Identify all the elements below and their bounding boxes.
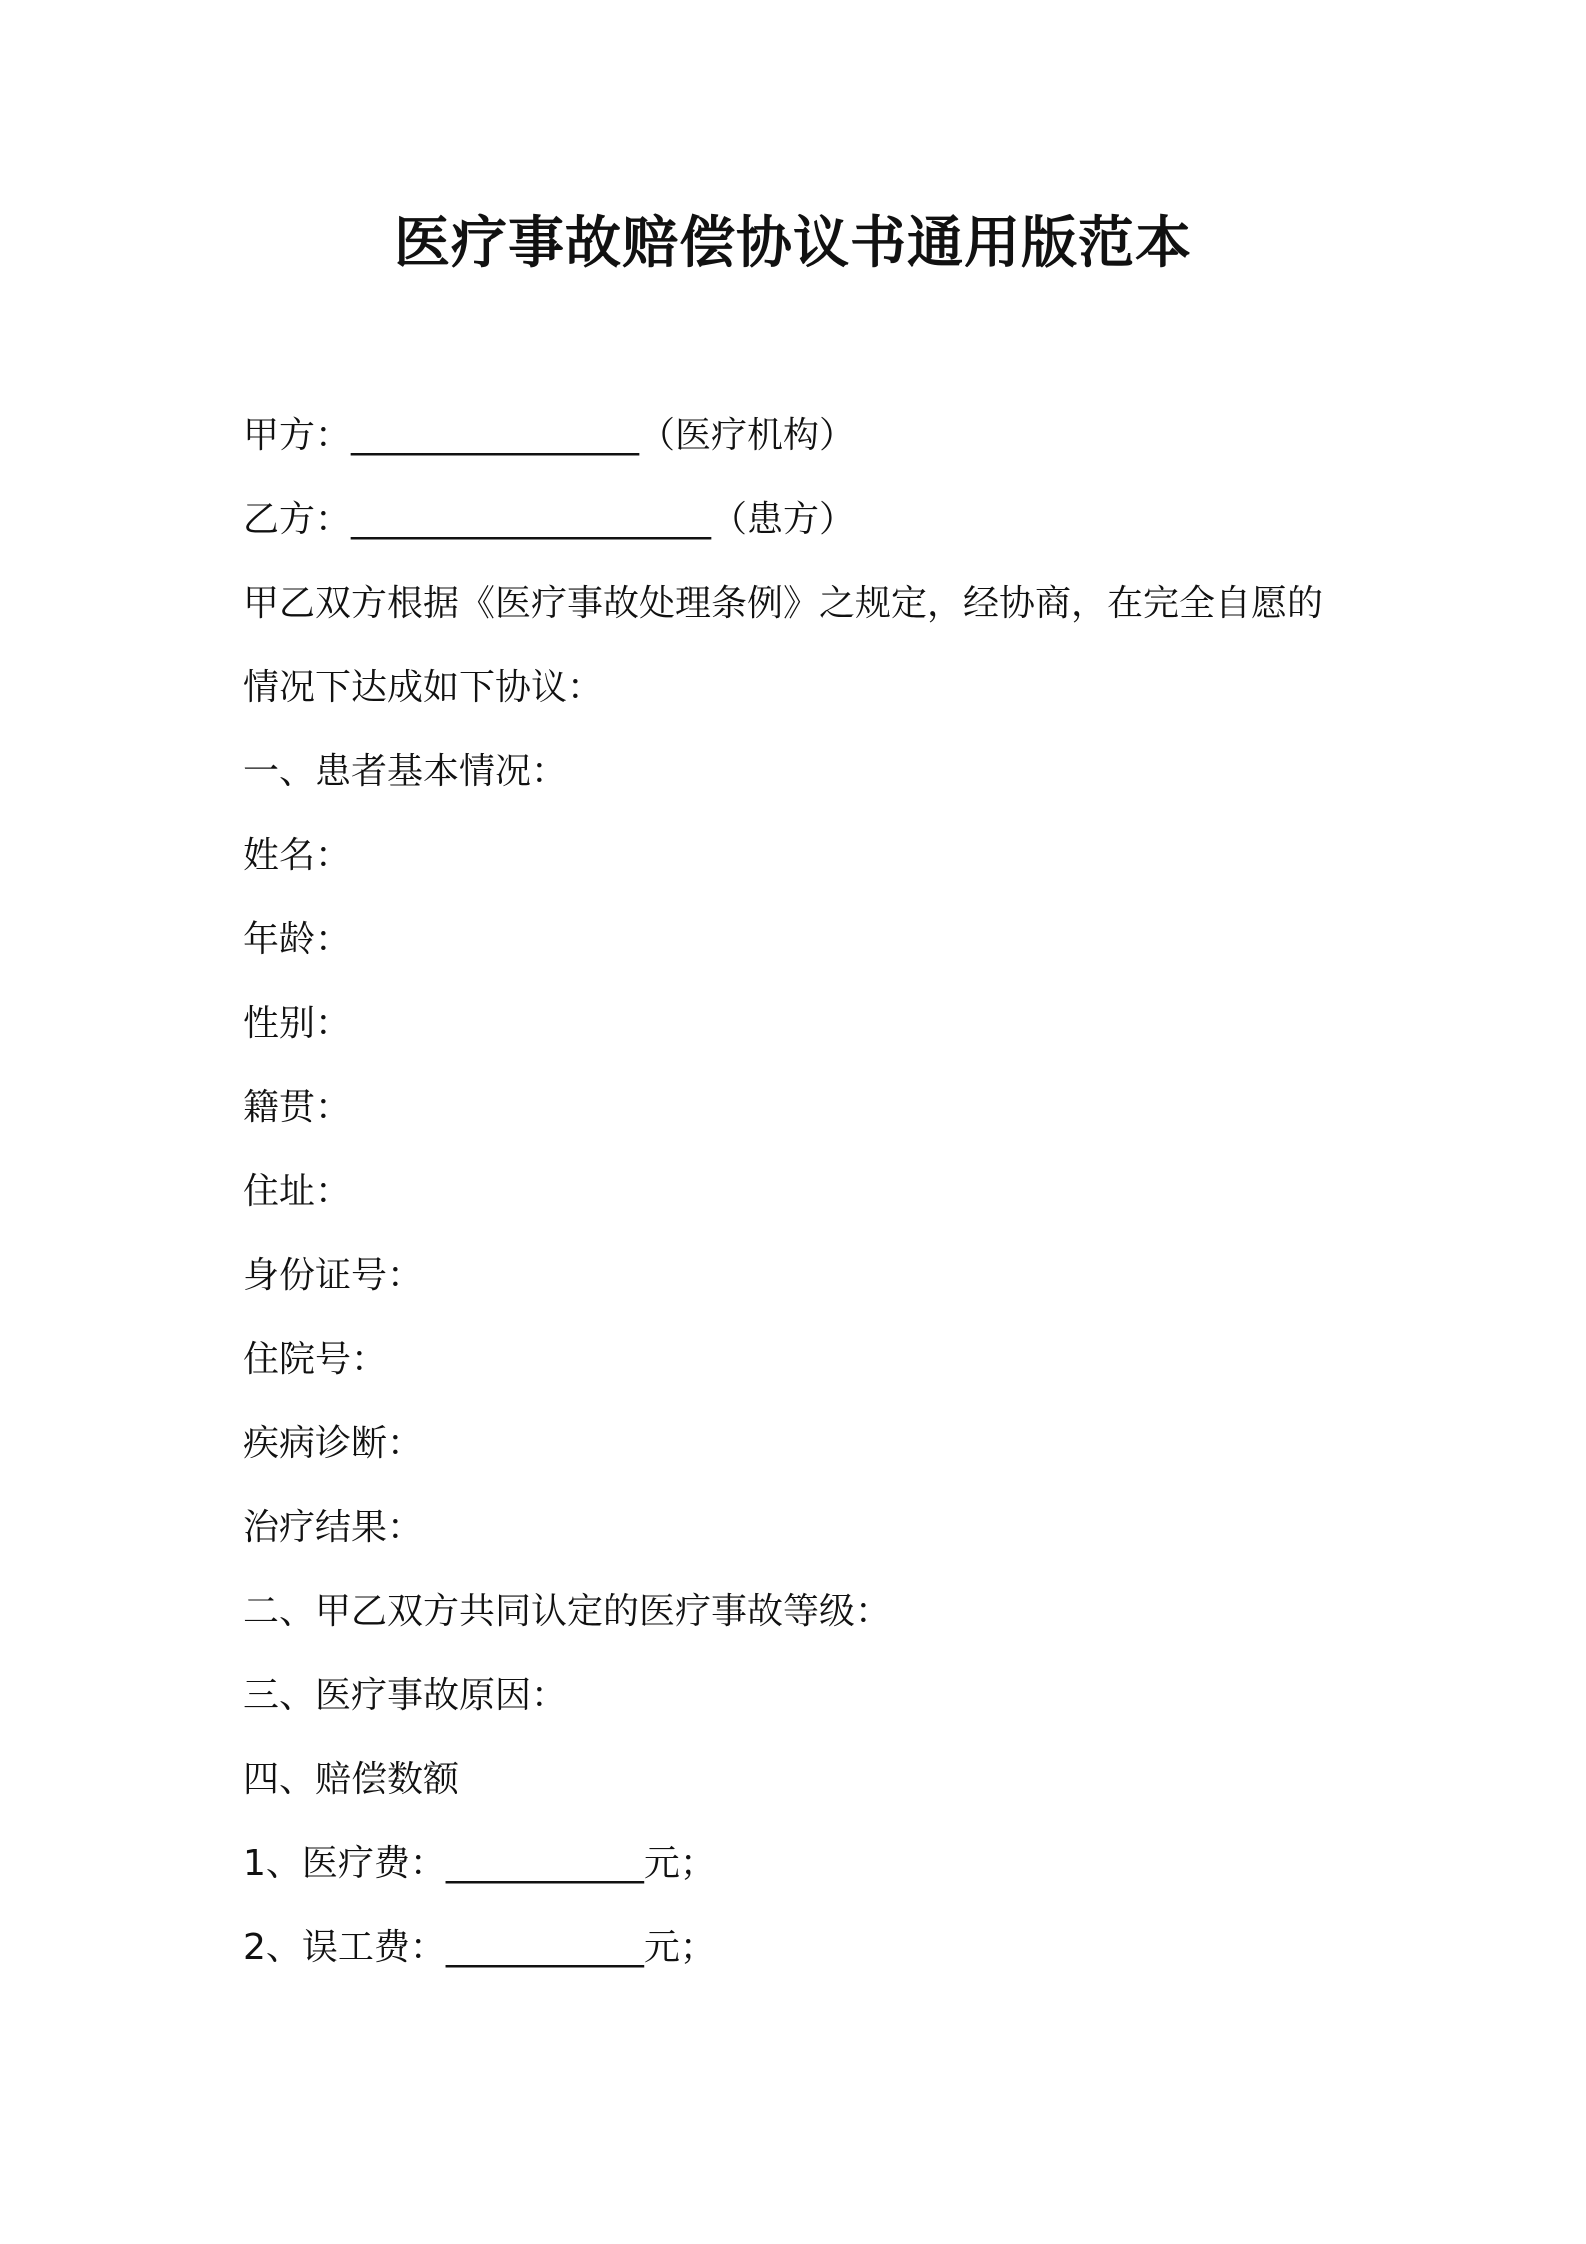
field-native-place: 籍贯： <box>243 1087 352 1128</box>
field-name: 姓名： <box>243 835 352 876</box>
field-gender: 性别： <box>243 1003 352 1044</box>
field-diagnosis: 疾病诊断： <box>243 1423 424 1464</box>
party-a-line: 甲方：________________（医疗机构） <box>243 415 856 456</box>
field-treatment-result: 治疗结果： <box>243 1507 424 1548</box>
field-id-number: 身份证号： <box>243 1255 424 1296</box>
field-age: 年龄： <box>243 919 352 960</box>
section-4-heading: 四、赔偿数额 <box>243 1759 460 1800</box>
document-title: 医疗事故赔偿协议书通用版范本 <box>394 211 1192 276</box>
field-admission-number: 住院号： <box>243 1339 388 1380</box>
section-3-heading: 三、医疗事故原因： <box>243 1675 568 1716</box>
item-lost-wages: 2、误工费：___________元； <box>243 1927 716 1968</box>
field-address: 住址： <box>243 1171 352 1212</box>
intro-paragraph-line-2: 情况下达成如下协议： <box>243 667 604 708</box>
party-b-line: 乙方：____________________（患方） <box>243 499 856 540</box>
item-medical-fee: 1、医疗费：___________元； <box>243 1843 716 1884</box>
section-2-heading: 二、甲乙双方共同认定的医疗事故等级： <box>243 1591 892 1632</box>
section-1-heading: 一、患者基本情况： <box>243 751 568 792</box>
intro-paragraph-line-1: 甲乙双方根据《医疗事故处理条例》之规定，经协商，在完全自愿的 <box>243 583 1324 624</box>
